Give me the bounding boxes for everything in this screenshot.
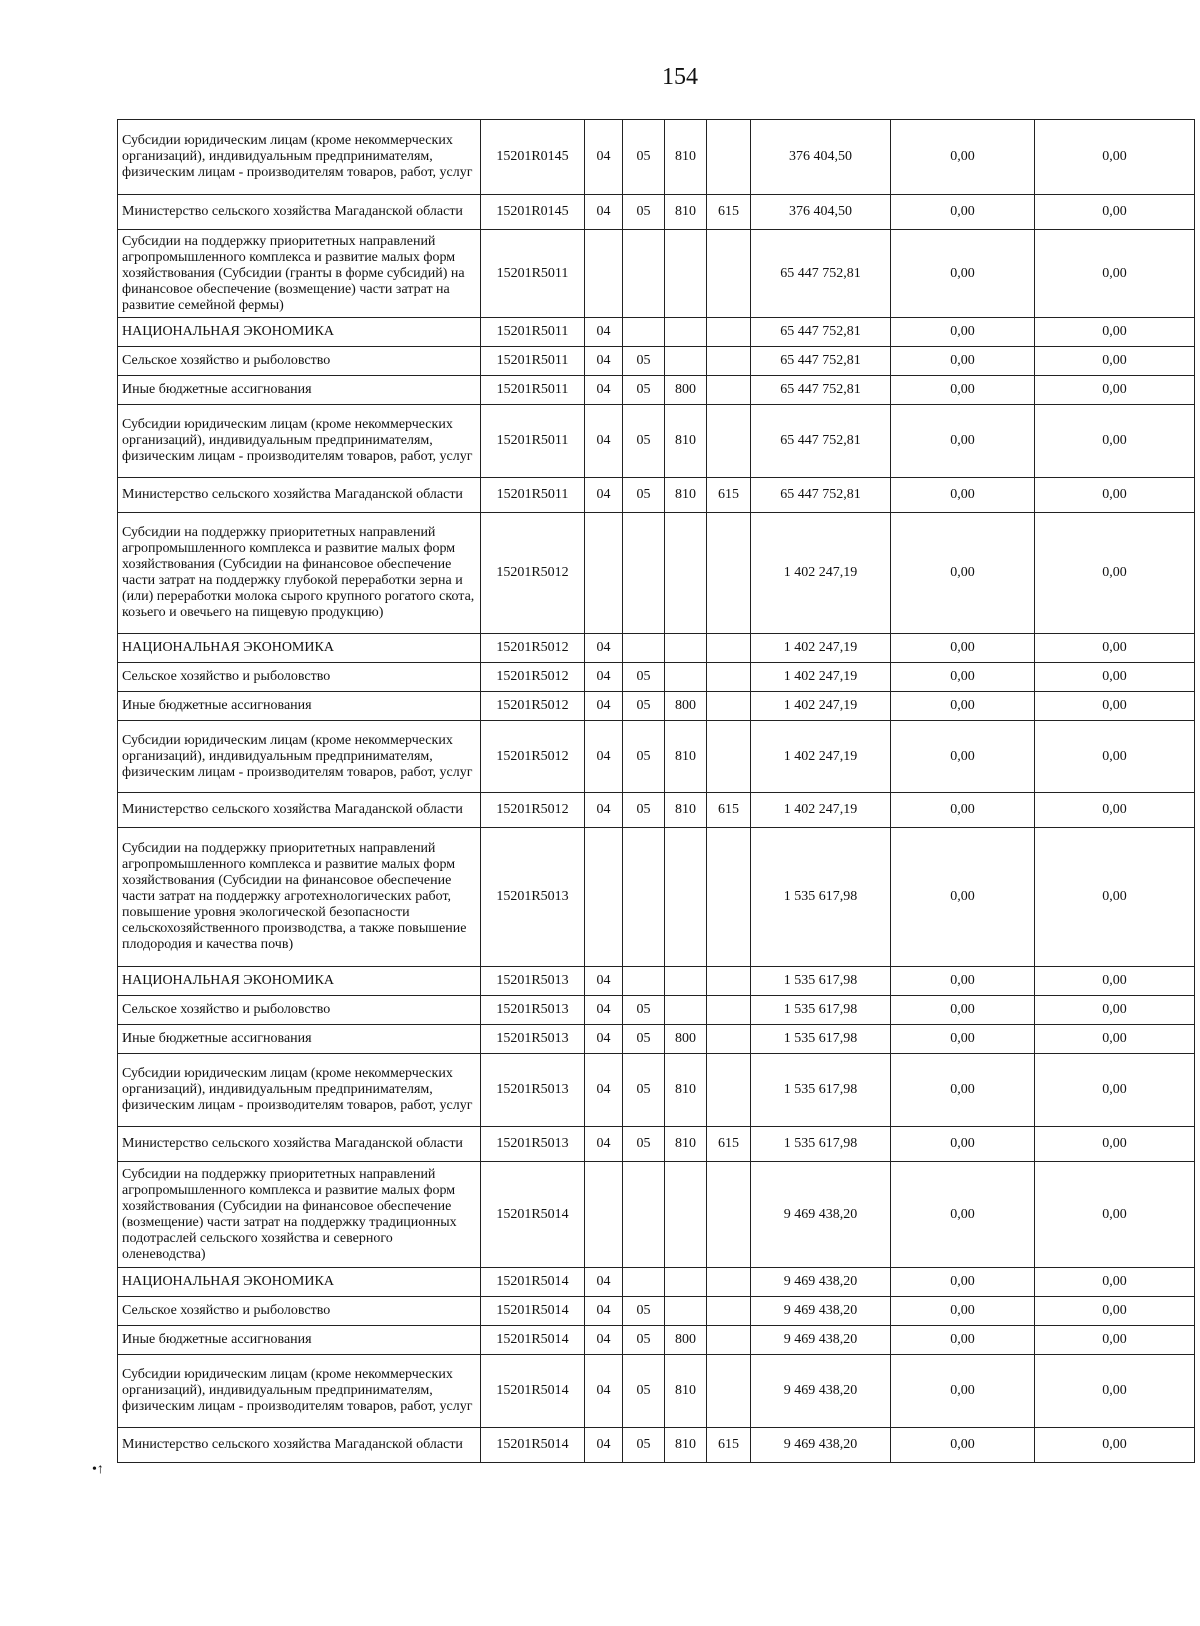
cell-z1: 0,00 xyxy=(891,634,1035,663)
cell-c2: 04 xyxy=(585,1025,623,1054)
cell-z1: 0,00 xyxy=(891,347,1035,376)
cell-name: Иные бюджетные ассигнования xyxy=(118,692,481,721)
cell-name: Субсидии на поддержку приоритетных направлений агропромышленного комплекса и развитие малых форм хозяйствования (Субсидии на финансовое обеспечение части затрат на поддержку агротехнологических работ, повышение уровня экологической безопасности сельскохозяйственного производства, а также повышение плодородия и качества почв) xyxy=(118,828,481,967)
table-row xyxy=(118,347,1195,376)
cell-amt: 1 535 617,98 xyxy=(751,996,891,1025)
cell-name: Субсидии юридическим лицам (кроме некоммерческих организаций), индивидуальным предпринимателям, физическим лицам - производителям товаров, работ, услуг xyxy=(118,405,481,478)
cell-c4: 810 xyxy=(665,120,707,195)
cell-amt: 9 469 438,20 xyxy=(751,1326,891,1355)
cell-name: Министерство сельского хозяйства Магаданской области xyxy=(118,1428,481,1463)
cell-c4: 810 xyxy=(665,195,707,230)
cell-name: Министерство сельского хозяйства Магаданской области xyxy=(118,478,481,513)
cell-code: 15201R5013 xyxy=(481,1054,585,1127)
cell-amt: 65 447 752,81 xyxy=(751,230,891,318)
cell-name: НАЦИОНАЛЬНАЯ ЭКОНОМИКА xyxy=(118,1268,481,1297)
cell-name: Сельское хозяйство и рыболовство xyxy=(118,347,481,376)
cell-z1: 0,00 xyxy=(891,721,1035,793)
cell-code: 15201R5014 xyxy=(481,1297,585,1326)
cell-z2: 0,00 xyxy=(1035,793,1195,828)
cell-c5 xyxy=(707,347,751,376)
cell-name: НАЦИОНАЛЬНАЯ ЭКОНОМИКА xyxy=(118,967,481,996)
cell-z1: 0,00 xyxy=(891,1127,1035,1162)
cell-c2: 04 xyxy=(585,1355,623,1428)
table-row xyxy=(118,120,1195,195)
cell-z2: 0,00 xyxy=(1035,1025,1195,1054)
cell-c4 xyxy=(665,318,707,347)
cell-c4: 810 xyxy=(665,1355,707,1428)
cell-c4 xyxy=(665,1162,707,1268)
cell-name: Субсидии юридическим лицам (кроме некоммерческих организаций), индивидуальным предпринимателям, физическим лицам - производителям товаров, работ, услуг xyxy=(118,1054,481,1127)
cell-name: Субсидии на поддержку приоритетных направлений агропромышленного комплекса и развитие малых форм хозяйствования (Субсидии на финансовое обеспечение (возмещение) части затрат на поддержку традиционных подотраслей сельского хозяйства и северного оленеводства) xyxy=(118,1162,481,1268)
cell-c2 xyxy=(585,230,623,318)
table-row xyxy=(118,721,1195,793)
cell-amt: 1 535 617,98 xyxy=(751,1054,891,1127)
cell-c2: 04 xyxy=(585,1428,623,1463)
cell-c5 xyxy=(707,1297,751,1326)
cell-c3: 05 xyxy=(623,376,665,405)
cell-amt: 1 535 617,98 xyxy=(751,1025,891,1054)
cell-c2: 04 xyxy=(585,1054,623,1127)
cell-c4: 810 xyxy=(665,478,707,513)
cell-c2 xyxy=(585,828,623,967)
cell-amt: 65 447 752,81 xyxy=(751,347,891,376)
cell-c4 xyxy=(665,663,707,692)
cell-amt: 1 535 617,98 xyxy=(751,828,891,967)
cell-c5: 615 xyxy=(707,478,751,513)
cell-z1: 0,00 xyxy=(891,967,1035,996)
cell-c3: 05 xyxy=(623,996,665,1025)
cell-z1: 0,00 xyxy=(891,230,1035,318)
cell-c3: 05 xyxy=(623,195,665,230)
cell-c3: 05 xyxy=(623,120,665,195)
cell-c2: 04 xyxy=(585,1326,623,1355)
cell-code: 15201R5011 xyxy=(481,230,585,318)
table-row xyxy=(118,405,1195,478)
cell-z2: 0,00 xyxy=(1035,347,1195,376)
cell-c5 xyxy=(707,230,751,318)
table-row xyxy=(118,967,1195,996)
cell-c2: 04 xyxy=(585,405,623,478)
cell-z2: 0,00 xyxy=(1035,405,1195,478)
cell-amt: 65 447 752,81 xyxy=(751,376,891,405)
cell-code: 15201R5014 xyxy=(481,1428,585,1463)
cell-c3: 05 xyxy=(623,1127,665,1162)
cell-amt: 9 469 438,20 xyxy=(751,1428,891,1463)
cell-z1: 0,00 xyxy=(891,478,1035,513)
cell-name: Субсидии на поддержку приоритетных направлений агропромышленного комплекса и развитие малых форм хозяйствования (Субсидии на финансовое обеспечение части затрат на поддержку глубокой переработки зерна и (или) переработки молока сырого крупного рогатого скота, козьего и овечьего на пищевую продукцию) xyxy=(118,513,481,634)
cell-amt: 9 469 438,20 xyxy=(751,1268,891,1297)
cell-c3: 05 xyxy=(623,478,665,513)
table-row xyxy=(118,195,1195,230)
cell-code: 15201R5012 xyxy=(481,513,585,634)
cell-code: 15201R5011 xyxy=(481,376,585,405)
cell-c4: 800 xyxy=(665,692,707,721)
cell-z1: 0,00 xyxy=(891,692,1035,721)
cell-z2: 0,00 xyxy=(1035,1162,1195,1268)
cell-c2: 04 xyxy=(585,967,623,996)
cell-amt: 1 402 247,19 xyxy=(751,513,891,634)
cell-c4: 810 xyxy=(665,1127,707,1162)
cell-c2: 04 xyxy=(585,996,623,1025)
cell-amt: 9 469 438,20 xyxy=(751,1355,891,1428)
cell-code: 15201R5014 xyxy=(481,1162,585,1268)
cell-z2: 0,00 xyxy=(1035,1127,1195,1162)
table-row xyxy=(118,318,1195,347)
cell-c3 xyxy=(623,513,665,634)
table-row xyxy=(118,230,1195,318)
cell-c2: 04 xyxy=(585,692,623,721)
cell-c5 xyxy=(707,1025,751,1054)
cell-c4 xyxy=(665,513,707,634)
cell-z2: 0,00 xyxy=(1035,1268,1195,1297)
cell-c4: 810 xyxy=(665,793,707,828)
table-row xyxy=(118,1326,1195,1355)
cell-z2: 0,00 xyxy=(1035,663,1195,692)
cell-z1: 0,00 xyxy=(891,1326,1035,1355)
cell-c5 xyxy=(707,967,751,996)
cell-amt: 9 469 438,20 xyxy=(751,1297,891,1326)
cell-code: 15201R5011 xyxy=(481,405,585,478)
cell-amt: 65 447 752,81 xyxy=(751,318,891,347)
cell-z2: 0,00 xyxy=(1035,967,1195,996)
cell-code: 15201R5011 xyxy=(481,318,585,347)
cell-name: Сельское хозяйство и рыболовство xyxy=(118,1297,481,1326)
cell-z2: 0,00 xyxy=(1035,721,1195,793)
table-row xyxy=(118,376,1195,405)
cell-c5 xyxy=(707,318,751,347)
table-row xyxy=(118,996,1195,1025)
cell-c2 xyxy=(585,1162,623,1268)
cell-c3: 05 xyxy=(623,1428,665,1463)
table-body xyxy=(118,120,1195,1463)
cell-code: 15201R5011 xyxy=(481,478,585,513)
cell-name: Министерство сельского хозяйства Магаданской области xyxy=(118,1127,481,1162)
cell-c5: 615 xyxy=(707,1127,751,1162)
cell-c3: 05 xyxy=(623,405,665,478)
table-row xyxy=(118,1428,1195,1463)
page-number: 154 xyxy=(662,64,698,90)
cell-c4: 800 xyxy=(665,376,707,405)
cell-name: Сельское хозяйство и рыболовство xyxy=(118,996,481,1025)
cell-c3: 05 xyxy=(623,1025,665,1054)
cell-c3 xyxy=(623,967,665,996)
cell-name: Министерство сельского хозяйства Магаданской области xyxy=(118,793,481,828)
table-row xyxy=(118,478,1195,513)
cell-c5 xyxy=(707,120,751,195)
cell-code: 15201R5014 xyxy=(481,1355,585,1428)
table-row xyxy=(118,1355,1195,1428)
cell-c5 xyxy=(707,663,751,692)
cell-c3: 05 xyxy=(623,692,665,721)
cell-c5 xyxy=(707,634,751,663)
cell-c4 xyxy=(665,828,707,967)
cell-name: Субсидии юридическим лицам (кроме некоммерческих организаций), индивидуальным предпринимателям, физическим лицам - производителям товаров, работ, услуг xyxy=(118,721,481,793)
table-row xyxy=(118,1297,1195,1326)
table-row xyxy=(118,1054,1195,1127)
cell-c5 xyxy=(707,996,751,1025)
cell-c5 xyxy=(707,1355,751,1428)
table-row xyxy=(118,692,1195,721)
cell-c2: 04 xyxy=(585,478,623,513)
cell-amt: 65 447 752,81 xyxy=(751,405,891,478)
cell-c3 xyxy=(623,1268,665,1297)
cell-c2: 04 xyxy=(585,663,623,692)
cell-c5 xyxy=(707,1326,751,1355)
cell-z1: 0,00 xyxy=(891,1297,1035,1326)
cell-code: 15201R5012 xyxy=(481,692,585,721)
cell-z1: 0,00 xyxy=(891,376,1035,405)
cell-c3: 05 xyxy=(623,663,665,692)
cell-c3 xyxy=(623,230,665,318)
cell-code: 15201R5013 xyxy=(481,967,585,996)
cell-name: Министерство сельского хозяйства Магаданской области xyxy=(118,195,481,230)
cell-z2: 0,00 xyxy=(1035,318,1195,347)
cell-code: 15201R5013 xyxy=(481,1127,585,1162)
cell-c2: 04 xyxy=(585,793,623,828)
cell-c5 xyxy=(707,721,751,793)
cell-z1: 0,00 xyxy=(891,996,1035,1025)
cell-amt: 1 402 247,19 xyxy=(751,721,891,793)
cell-c3: 05 xyxy=(623,1297,665,1326)
cell-c4 xyxy=(665,634,707,663)
cell-c4: 810 xyxy=(665,405,707,478)
cell-code: 15201R5012 xyxy=(481,721,585,793)
cell-z2: 0,00 xyxy=(1035,692,1195,721)
cell-c5 xyxy=(707,1268,751,1297)
cell-c2: 04 xyxy=(585,120,623,195)
cell-c5 xyxy=(707,1054,751,1127)
cell-c3: 05 xyxy=(623,1326,665,1355)
cell-name: Иные бюджетные ассигнования xyxy=(118,1326,481,1355)
cell-c5 xyxy=(707,513,751,634)
cell-z1: 0,00 xyxy=(891,120,1035,195)
cell-c4: 810 xyxy=(665,721,707,793)
cell-z1: 0,00 xyxy=(891,1268,1035,1297)
cell-c4 xyxy=(665,347,707,376)
table-row xyxy=(118,1127,1195,1162)
cell-z2: 0,00 xyxy=(1035,513,1195,634)
scan-mark: •↑ xyxy=(92,1462,104,1477)
cell-amt: 1 402 247,19 xyxy=(751,663,891,692)
cell-name: НАЦИОНАЛЬНАЯ ЭКОНОМИКА xyxy=(118,634,481,663)
cell-z1: 0,00 xyxy=(891,513,1035,634)
cell-c5 xyxy=(707,692,751,721)
cell-z1: 0,00 xyxy=(891,318,1035,347)
cell-c4 xyxy=(665,1297,707,1326)
cell-z2: 0,00 xyxy=(1035,478,1195,513)
cell-z2: 0,00 xyxy=(1035,634,1195,663)
cell-code: 15201R5012 xyxy=(481,663,585,692)
cell-c4: 800 xyxy=(665,1326,707,1355)
cell-c3 xyxy=(623,634,665,663)
cell-amt: 1 402 247,19 xyxy=(751,692,891,721)
cell-c3: 05 xyxy=(623,793,665,828)
cell-z1: 0,00 xyxy=(891,405,1035,478)
cell-z1: 0,00 xyxy=(891,1428,1035,1463)
cell-name: Субсидии юридическим лицам (кроме некоммерческих организаций), индивидуальным предпринимателям, физическим лицам - производителям товаров, работ, услуг xyxy=(118,1355,481,1428)
table-row xyxy=(118,1162,1195,1268)
cell-c3: 05 xyxy=(623,721,665,793)
cell-z1: 0,00 xyxy=(891,1355,1035,1428)
cell-c5 xyxy=(707,828,751,967)
table-row xyxy=(118,793,1195,828)
cell-z1: 0,00 xyxy=(891,663,1035,692)
cell-z1: 0,00 xyxy=(891,828,1035,967)
cell-z2: 0,00 xyxy=(1035,1297,1195,1326)
cell-amt: 376 404,50 xyxy=(751,120,891,195)
cell-c3: 05 xyxy=(623,1355,665,1428)
cell-c5 xyxy=(707,1162,751,1268)
cell-z1: 0,00 xyxy=(891,1025,1035,1054)
cell-code: 15201R5014 xyxy=(481,1326,585,1355)
table-row xyxy=(118,828,1195,967)
cell-code: 15201R0145 xyxy=(481,120,585,195)
cell-code: 15201R5013 xyxy=(481,996,585,1025)
cell-c4 xyxy=(665,996,707,1025)
cell-c5: 615 xyxy=(707,793,751,828)
cell-c3 xyxy=(623,318,665,347)
cell-z2: 0,00 xyxy=(1035,996,1195,1025)
cell-c5 xyxy=(707,405,751,478)
cell-name: Иные бюджетные ассигнования xyxy=(118,376,481,405)
cell-z2: 0,00 xyxy=(1035,376,1195,405)
cell-c5 xyxy=(707,376,751,405)
cell-z2: 0,00 xyxy=(1035,120,1195,195)
cell-c2: 04 xyxy=(585,721,623,793)
cell-name: Иные бюджетные ассигнования xyxy=(118,1025,481,1054)
cell-c2: 04 xyxy=(585,1127,623,1162)
cell-code: 15201R5011 xyxy=(481,347,585,376)
cell-amt: 1 402 247,19 xyxy=(751,634,891,663)
cell-code: 15201R5012 xyxy=(481,793,585,828)
cell-c4 xyxy=(665,230,707,318)
cell-c3 xyxy=(623,1162,665,1268)
cell-c3 xyxy=(623,828,665,967)
cell-c4 xyxy=(665,967,707,996)
cell-z1: 0,00 xyxy=(891,1054,1035,1127)
cell-c4: 810 xyxy=(665,1428,707,1463)
cell-name: Сельское хозяйство и рыболовство xyxy=(118,663,481,692)
cell-c3: 05 xyxy=(623,1054,665,1127)
cell-amt: 1 535 617,98 xyxy=(751,967,891,996)
cell-amt: 65 447 752,81 xyxy=(751,478,891,513)
table-row xyxy=(118,1268,1195,1297)
cell-c5: 615 xyxy=(707,1428,751,1463)
cell-z2: 0,00 xyxy=(1035,1428,1195,1463)
cell-z1: 0,00 xyxy=(891,793,1035,828)
cell-c2: 04 xyxy=(585,376,623,405)
cell-c3: 05 xyxy=(623,347,665,376)
cell-amt: 1 402 247,19 xyxy=(751,793,891,828)
cell-c4: 800 xyxy=(665,1025,707,1054)
cell-code: 15201R5012 xyxy=(481,634,585,663)
table-row xyxy=(118,1025,1195,1054)
cell-z2: 0,00 xyxy=(1035,1355,1195,1428)
cell-z2: 0,00 xyxy=(1035,1326,1195,1355)
cell-z2: 0,00 xyxy=(1035,1054,1195,1127)
table-row xyxy=(118,634,1195,663)
cell-c2: 04 xyxy=(585,634,623,663)
cell-c4 xyxy=(665,1268,707,1297)
cell-c2: 04 xyxy=(585,347,623,376)
cell-c2: 04 xyxy=(585,1297,623,1326)
cell-amt: 1 535 617,98 xyxy=(751,1127,891,1162)
cell-z2: 0,00 xyxy=(1035,230,1195,318)
cell-c4: 810 xyxy=(665,1054,707,1127)
cell-name: Субсидии на поддержку приоритетных направлений агропромышленного комплекса и развитие малых форм хозяйствования (Субсидии (гранты в форме субсидий) на финансовое обеспечение (возмещение) части затрат на развитие семейной фермы) xyxy=(118,230,481,318)
table-row xyxy=(118,513,1195,634)
budget-table xyxy=(117,119,1195,1463)
cell-amt: 9 469 438,20 xyxy=(751,1162,891,1268)
cell-c2: 04 xyxy=(585,195,623,230)
cell-code: 15201R5013 xyxy=(481,828,585,967)
cell-z2: 0,00 xyxy=(1035,195,1195,230)
cell-c5: 615 xyxy=(707,195,751,230)
cell-z1: 0,00 xyxy=(891,1162,1035,1268)
cell-amt: 376 404,50 xyxy=(751,195,891,230)
cell-c2 xyxy=(585,513,623,634)
table-row xyxy=(118,663,1195,692)
cell-code: 15201R5013 xyxy=(481,1025,585,1054)
cell-z1: 0,00 xyxy=(891,195,1035,230)
cell-z2: 0,00 xyxy=(1035,828,1195,967)
cell-code: 15201R5014 xyxy=(481,1268,585,1297)
cell-code: 15201R0145 xyxy=(481,195,585,230)
cell-name: НАЦИОНАЛЬНАЯ ЭКОНОМИКА xyxy=(118,318,481,347)
cell-c2: 04 xyxy=(585,318,623,347)
cell-name: Субсидии юридическим лицам (кроме некоммерческих организаций), индивидуальным предпринимателям, физическим лицам - производителям товаров, работ, услуг xyxy=(118,120,481,195)
cell-c2: 04 xyxy=(585,1268,623,1297)
